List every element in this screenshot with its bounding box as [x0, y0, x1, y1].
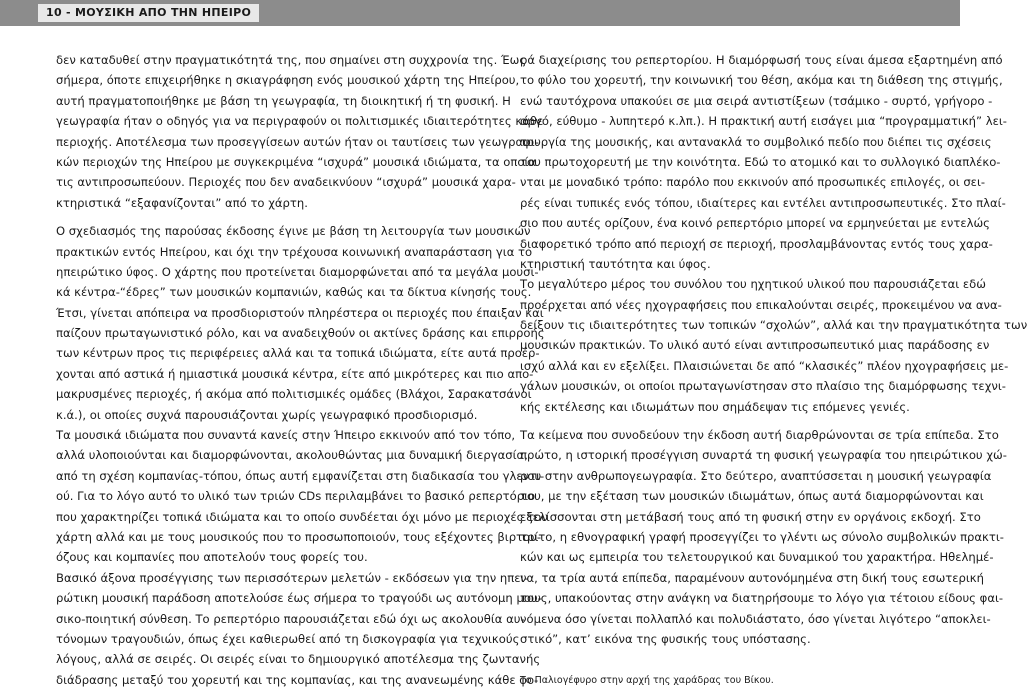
paragraph-gap: [56, 213, 486, 221]
text-line: ηπειρώτικο ύφος. Ο χάρτης που προτείνεται διαμορφώνεται από τα μεγάλα μουσι-: [56, 264, 539, 279]
text-line: παίζουν πρωταγωνιστικό ρόλο, και να αναδειχθούν οι ακτίνες δράσης και επιρροής: [56, 326, 545, 341]
text-line: του, με την εξέταση των μουσικών ιδιωμάτων, όπως αυτά διαμορφώνονται και: [520, 489, 984, 504]
text-line: σικο-ποιητική σύνθεση. Το ρεπερτόριο παρουσιάζεται εδώ όχι ως ακολουθία αυ-: [56, 611, 525, 626]
text-line: αυτή πραγματοποιήθηκε με βάση τη γεωγραφία, τη διοικητική ή τη φυσική. Η: [56, 93, 511, 108]
text-line: σιο που αυτές ορίζουν, ένα κοινό ρεπερτόριο μπορεί να ερμηνεύεται με εντελώς: [520, 216, 990, 231]
text-line: διάδρασης μεταξύ του χορευτή και της κομπανίας, και της ανανεωμένης κάθε φο-: [56, 672, 539, 687]
text-line: κ.ά.), οι οποίες συχνά παρουσιάζονται χωρίς γεωγραφικό προσδιορισμό.: [56, 407, 478, 422]
text-line: γάλων μουσικών, οι οποίοι πρωταγωνίστησαν στο πλαίσιο της διαμόρφωσης τεχνι-: [520, 379, 1006, 394]
text-line: που χαρακτηρίζει τοπικά ιδιώματα και το οποίο συνδέεται όχι μόνο με περιοχές του: [56, 509, 548, 524]
text-line: τόνομων τραγουδιών, όπως έχει καθιερωθεί από τη δισκογραφία για τεχνικούς: [56, 631, 520, 646]
text-line: το φύλο του χορευτή, την κοινωνική του θέση, ακόμα και τη διάθεση της στιγμής,: [520, 73, 1003, 88]
text-line: νται με μοναδικό τρόπο: παρόλο που εκκινούν από προσωπικές επιλογές, οι σει-: [520, 175, 986, 190]
text-line: διαφορετικό τρόπο από περιοχή σε περιοχή, προσλαμβάνοντας εντός τους χαρα-: [520, 236, 993, 251]
text-line: Βασικό άξονα προσέγγισης των περισσότερων μελετών - εκδόσεων για την ηπει-: [56, 570, 529, 585]
text-line: κών περιοχών της Ηπείρου με συγκεκριμένα “ισχυρά” μουσικά ιδιώματα, τα οποία: [56, 154, 537, 169]
text-line: γεωγραφία ήταν ο οδηγός για να περιγραφούν οι πολιτισμικές ιδιαιτερότητες κάθε: [56, 114, 544, 129]
text-line: σήμερα, όποτε επιχειρήθηκε η σκιαγράφηση ενός μουσικού χάρτη της Ηπείρου,: [56, 73, 520, 88]
text-line: περιοχής. Αποτέλεσμα των προσεγγίσεων αυτών ήταν οι ταυτίσεις των γεωγραφι-: [56, 134, 539, 149]
text-line: μουσικών πρακτικών. Το υλικό αυτό είναι αντιπροσωπευτικό μιας παράδοσης εν: [520, 338, 990, 353]
header-bar: [0, 0, 960, 26]
text-line: τρίτο, η εθνογραφική γραφή προσεγγίζει το γλέντι ως σύνολο συμβολικών πρακτι-: [520, 529, 1004, 544]
text-line: δεν καταδυθεί στην πραγματικότητά της, που σημαίνει στη συχχρονία της. Έως: [56, 53, 527, 67]
text-line: τουργία της μουσικής, και αντανακλά το συμβολικό πεδίο που διέπει τις σχέσεις: [520, 134, 992, 149]
text-line: δείξουν τις ιδιαιτερότητες των τοπικών “σχολών”, αλλά και την πραγματικότητα των: [520, 318, 1027, 333]
text-line: πρώτο, η ιστορική προσέγγιση συναρτά τη φυσική γεωγραφία του ηπειρώτικου χώ-: [520, 448, 1007, 463]
text-line: ρου στην ανθρωπογεωγραφία. Στο δεύτερο, αναπτύσσεται η μουσική γεωγραφία: [520, 468, 992, 483]
text-line: χάρτη αλλά και με τους μουσικούς που το προσωποποιούν, τους εξέχοντες βιρτου-: [56, 529, 542, 544]
text-line: ρά διαχείρισης του ρεπερτορίου. Η διαμόρφωσή τους είναι άμεσα εξαρτημένη από: [520, 53, 1003, 67]
text-line: όζους και κομπανίες που αποτελούν τους φορείς του.: [56, 550, 368, 565]
text-line: ού. Για το λόγο αυτό το υλικό των τριών CDs περιλαμβάνει το βασικό ρεπερτόριο: [56, 489, 536, 504]
text-line: κής εκτέλεσης και ιδιωμάτων που σημάδεψαν τις επόμενες γενιές.: [520, 399, 910, 414]
text-line: λόγους, αλλά σε σειρές. Οι σειρές είναι το δημιουργικό αποτέλεσμα της ζωντανής: [56, 652, 541, 667]
text-line: χονται από αστικά ή ημιαστικά μουσικά κέντρα, είτε από μικρότερες και πιο απο-: [56, 366, 534, 381]
text-line: Έτσι, γίνεται απόπειρα να προσδιοριστούν πληρέστερα οι περιοχές που έπαιξαν και: [56, 305, 544, 320]
text-line: εξελίσσονται στη μετάβασή τους από τη φυσική στην εν οργάνοις εκδοχή. Στο: [520, 509, 981, 524]
text-line: τις αντιπροσωπεύουν. Περιοχές που δεν αναδεικνύουν “ισχυρά” μουσικά χαρα-: [56, 175, 516, 190]
text-line: ενώ ταυτόχρονα υπακούει σε μια σειρά αντιστίξεων (τσάμικο - συρτό, γρήγορο -: [520, 93, 993, 108]
text-line: να, τα τρία αυτά επίπεδα, παραμένουν αυτονόμημένα στη δική τους εσωτερική: [520, 570, 984, 585]
text-line: αλλά υλοποιούνται και διαμορφώνονται, ακολουθώντας μια δυναμική διεργασία,: [56, 448, 528, 463]
text-line: Ο σχεδιασμός της παρούσας έκδοσης έγινε με βάση τη λειτουργία των μουσικών: [56, 224, 531, 239]
text-line: ρές είναι τυπικές ενός τόπου, ιδιαίτερες και εντέλει αντιπροσωπευτικές. Στο πλαί-: [520, 195, 1006, 210]
text-line: στικό”, κατ’ εικόνα της φυσικής τους υπόστασης.: [520, 631, 811, 646]
text-line: νόμενα όσο γίνεται πολλαπλό και πολυδιάστατο, όσο γίνεται λιγότερο “αποκλει-: [520, 611, 991, 626]
text-line: πρακτικών εντός Ηπείρου, και όχι την τρέχουσα κοινωνική αναπαράσταση για το: [56, 244, 533, 259]
text-line: προέρχεται από νέες ηχογραφήσεις που επικαλούνται σειρές, προκειμένου να ανα-: [520, 297, 1002, 312]
text-line: του πρωτοχορευτή με την κοινότητα. Εδώ το ατομικό και το συλλογικό διαπλέκο-: [520, 154, 1001, 169]
text-line: κτηριστική ταυτότητα και ύφος.: [520, 256, 711, 271]
text-line: Το μεγαλύτερο μέρος του συνόλου του ηχητικού υλικού που παρουσιάζεται εδώ: [520, 277, 986, 292]
text-line: Τα κείμενα που συνοδεύουν την έκδοση αυτή διαρθρώνονται σε τρία επίπεδα. Στο: [520, 428, 999, 443]
photo-caption: Το Παλιογέφυρο στην αρχή της χαράδρας του Βίκου.: [520, 675, 774, 686]
page-header-label: 10 - ΜΟΥΣΙΚΗ ΑΠΟ ΤΗΝ ΗΠΕΙΡΟ: [38, 4, 259, 22]
paragraph-gap: [520, 417, 940, 425]
text-line: των κέντρων προς τις περιφέρειες αλλά και τα τοπικά ιδιώματα, είτε αυτά προέρ-: [56, 346, 540, 361]
text-line: Τα μουσικά ιδιώματα που συναντά κανείς στην Ήπειρο εκκινούν από τον τόπο,: [56, 428, 516, 443]
text-line: ρώτικη μουσική παράδοση αποτελούσε έως σήμερα το τραγούδι ως αυτόνομη μου-: [56, 591, 542, 606]
text-line: αργό, εύθυμο - λυπητερό κ.λπ.). Η πρακτική αυτή εισάγει μια “προγραμματική” λει-: [520, 114, 1007, 129]
left-text-column: [56, 50, 548, 690]
text-line: τους, υπακούοντας στην ανάγκη να διατηρήσουμε το λόγο για τέτοιου είδους φαι-: [520, 591, 1004, 606]
text-line: κών και ως εμπειρία του τελετουργικού και δυναμικού του χαρακτήρα. Ηθελημέ-: [520, 550, 994, 565]
right-text-column: [520, 50, 1027, 649]
text-line: από τη σχέση κομπανίας-τόπου, όπως αυτή εμφανίζεται στη διαδικασία του γλεντι-: [56, 468, 545, 483]
text-line: ισχύ αλλά και εν εξελίξει. Πλαισιώνεται δε από “κλασικές” πλέον ηχογραφήσεις με-: [520, 358, 1009, 373]
text-line: κά κέντρα-“έδρες” των μουσικών κομπανιών, καθώς και τα δίκτυα κίνησής τους.: [56, 285, 532, 300]
text-line: κτηριστικά “εξαφανίζονται” από το χάρτη.: [56, 195, 308, 210]
text-line: μακρυσμένες περιοχές, ή ακόμα από πολιτισμικές ομάδες (Βλάχοι, Σαρακατσάνοι: [56, 387, 532, 402]
